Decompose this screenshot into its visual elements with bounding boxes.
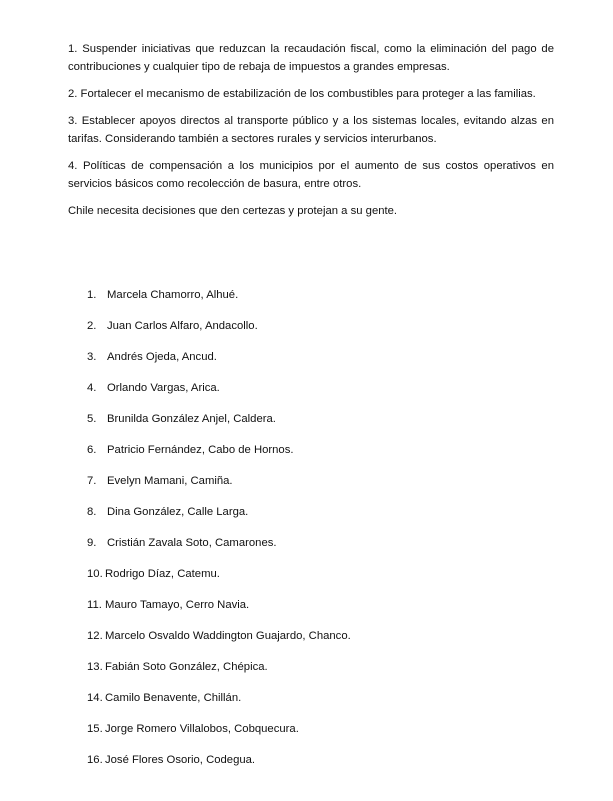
item-text: Patricio Fernández, Cabo de Hornos. xyxy=(107,444,294,456)
list-item xyxy=(87,378,547,409)
list-item xyxy=(87,750,547,781)
item-text: Jorge Romero Villalobos, Cobquecura. xyxy=(105,723,299,735)
list-item xyxy=(87,595,547,626)
item-number: 3. xyxy=(87,351,97,363)
item-number: 1. xyxy=(87,289,97,301)
item-number: 12. xyxy=(87,630,103,642)
body-text xyxy=(68,40,554,229)
list-item xyxy=(87,316,547,347)
signatory-list xyxy=(87,285,547,781)
list-item xyxy=(87,657,547,688)
list-item xyxy=(87,440,547,471)
item-text: Marcela Chamorro, Alhué. xyxy=(107,289,239,301)
item-text: Andrés Ojeda, Ancud. xyxy=(107,351,217,363)
item-text: Mauro Tamayo, Cerro Navia. xyxy=(105,599,250,611)
list-item xyxy=(87,719,547,750)
item-text: Dina González, Calle Larga. xyxy=(107,506,249,518)
item-number: 14. xyxy=(87,692,103,704)
item-number: 2. xyxy=(87,320,97,332)
item-text: Orlando Vargas, Arica. xyxy=(107,382,220,394)
item-number: 5. xyxy=(87,413,97,425)
item-number: 4. xyxy=(87,382,97,394)
item-number: 16. xyxy=(87,754,103,766)
item-number: 6. xyxy=(87,444,97,456)
item-text: Fabián Soto González, Chépica. xyxy=(105,661,268,673)
list-item xyxy=(87,688,547,719)
list-item xyxy=(87,471,547,502)
item-number: 8. xyxy=(87,506,97,518)
item-text: Juan Carlos Alfaro, Andacollo. xyxy=(107,320,258,332)
list-item xyxy=(87,533,547,564)
list-item xyxy=(87,626,547,657)
list-item xyxy=(87,502,547,533)
list-item xyxy=(87,409,547,440)
item-number: 13. xyxy=(87,661,103,673)
item-text: José Flores Osorio, Codegua. xyxy=(105,754,256,766)
paragraph-4: 4. Políticas de compensación a los municipios por el aumento de sus costos operativos en servicios básicos como recolección de basura, entre otros. xyxy=(68,160,554,190)
item-text: Cristián Zavala Soto, Camarones. xyxy=(107,537,277,549)
paragraph-1: 1. Suspender iniciativas que reduzcan la recaudación fiscal, como la eliminación del pago de contribuciones y cualquier tipo de rebaja de impuestos a grandes empresas. xyxy=(68,43,554,73)
item-text: Evelyn Mamani, Camiña. xyxy=(107,475,233,487)
list-item xyxy=(87,564,547,595)
paragraph-3: 3. Establecer apoyos directos al transporte público y a los sistemas locales, evitando alzas en tarifas. Considerando también a sectores rurales y servicios interurbanos. xyxy=(68,115,554,145)
item-text: Marcelo Osvaldo Waddington Guajardo, Chanco. xyxy=(105,630,351,642)
list-item xyxy=(87,285,547,316)
item-number: 9. xyxy=(87,537,97,549)
item-text: Brunilda González Anjel, Caldera. xyxy=(107,413,276,425)
item-number: 10. xyxy=(87,568,103,580)
item-text: Rodrigo Díaz, Catemu. xyxy=(105,568,220,580)
paragraph-2: 2. Fortalecer el mecanismo de estabilización de los combustibles para proteger a las familias. xyxy=(68,88,536,100)
item-number: 7. xyxy=(87,475,97,487)
item-number: 15. xyxy=(87,723,103,735)
list-item xyxy=(87,347,547,378)
closing-statement: Chile necesita decisiones que den certezas y protejan a su gente. xyxy=(68,205,398,217)
item-text: Camilo Benavente, Chillán. xyxy=(105,692,242,704)
item-number: 11. xyxy=(87,599,102,611)
